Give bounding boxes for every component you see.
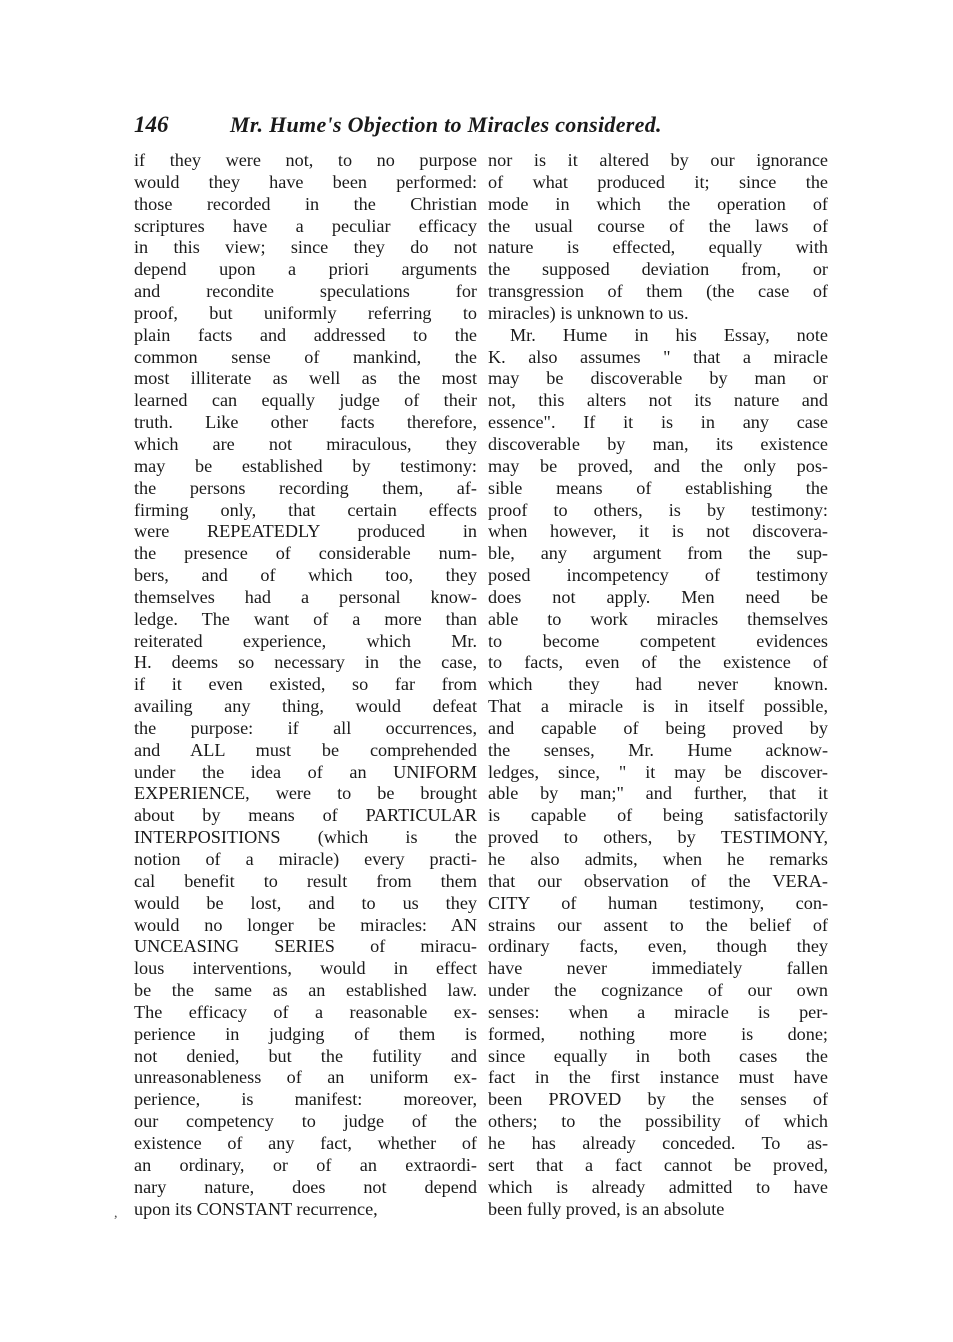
text-line: truth. Like other facts therefore, [134, 412, 477, 433]
text-line: be the same as an established law. [134, 980, 477, 1001]
text-line: which they had never known. [488, 674, 828, 695]
text-line: essence". If it is in any case [488, 412, 828, 433]
text-line: were REPEATEDLY produced in [134, 521, 477, 542]
text-line: others; to the possibility of which [488, 1111, 828, 1132]
text-line: learned can equally judge of their [134, 390, 477, 411]
text-line: able to work miracles themselves [488, 608, 828, 629]
text-line: sert that a fact cannot be proved, [488, 1154, 828, 1175]
left-text-column [134, 150, 477, 1220]
margin-mark: , [114, 1206, 118, 1221]
text-line: which are not miraculous, they [134, 433, 477, 454]
text-line: transgression of them (the case of [488, 281, 828, 302]
text-line: That a miracle is in itself possible, [488, 696, 828, 717]
text-line: he also admits, when he remarks [488, 849, 828, 869]
text-line: depend upon a priori arguments [134, 259, 477, 280]
text-line: is capable of being satisfactorily [488, 805, 828, 826]
text-line: mode in which the operation of [488, 193, 828, 214]
text-line: K. also assumes " that a miracle [488, 346, 828, 367]
text-line: able by man;" and further, that it [488, 783, 828, 804]
text-line: may be proved, and the only pos- [488, 455, 828, 476]
text-line: EXPERIENCE, were to be brought [134, 783, 477, 804]
text-line: would they have been performed: [134, 171, 477, 192]
text-line: would no longer be miracles: AN [134, 914, 477, 935]
text-line: sible means of establishing the [488, 477, 828, 498]
text-line: about by means of PARTICULAR [134, 805, 477, 826]
text-line: common sense of mankind, the [134, 346, 477, 367]
text-line: proof, but uniformly referring to [134, 302, 477, 323]
text-line: firming only, that certain effects [134, 499, 477, 520]
text-line: not, this alters not its nature and [488, 390, 828, 411]
text-line: senses: when a miracle is per- [488, 1001, 828, 1022]
text-line: an ordinary, or of an extraordi- [134, 1154, 477, 1175]
page-header [134, 112, 834, 142]
text-line: to facts, even of the existence of [488, 652, 828, 673]
text-line: INTERPOSITIONS (which is the [134, 827, 477, 848]
text-line: been fully proved, is an absolute [488, 1198, 725, 1219]
text-line: our competency to judge of the [134, 1111, 477, 1132]
text-line: ledges, since, " it may be discover- [488, 761, 828, 782]
text-line: discoverable by man, its existence [488, 433, 828, 454]
text-line: The efficacy of a reasonable ex- [134, 1001, 477, 1022]
text-line: most illiterate as well as the most [134, 368, 477, 389]
text-line: reiterated experience, which Mr. [134, 630, 477, 651]
text-line: availing any thing, would defeat [134, 696, 477, 717]
text-line: CITY of human testimony, con- [488, 892, 828, 913]
text-line: would be lost, and to us they [134, 892, 477, 913]
text-line: perience, is manifest: moreover, [134, 1089, 477, 1110]
text-line: under the cognizance of our own [488, 980, 828, 1001]
text-line: nary nature, does not depend [134, 1176, 477, 1197]
text-line: ble, any argument from the sup- [488, 543, 828, 564]
text-line: and recondite speculations for [134, 281, 477, 302]
text-line: he has already conceded. To as- [488, 1132, 828, 1153]
text-line: to become competent evidences [488, 630, 828, 651]
text-line: when however, it is not discovera- [488, 521, 828, 542]
right-text-column [488, 150, 828, 1220]
text-line: strains our assent to the belief of [488, 914, 828, 935]
text-line: existence of any fact, whether of [134, 1132, 477, 1153]
text-line: perience in judging of them is [134, 1023, 477, 1044]
text-line: posed incompetency of testimony [488, 565, 828, 586]
text-line: ordinary facts, even, though they [488, 936, 828, 957]
text-line: been PROVED by the senses of [488, 1089, 828, 1110]
page-number: 146 [134, 112, 169, 137]
text-line: those recorded in the Christian [134, 193, 477, 214]
text-line: of what produced it; since the [488, 171, 828, 192]
text-line: and ALL must be comprehended [134, 739, 477, 760]
text-line: the persons recording them, af- [134, 477, 477, 498]
text-line: and capable of being proved by [488, 717, 828, 738]
text-line: the presence of considerable num- [134, 543, 477, 564]
text-line: proved to others, by TESTIMONY, [488, 827, 828, 848]
text-line: unreasonableness of an uniform ex- [134, 1067, 477, 1088]
text-line: may be established by testimony: [134, 455, 477, 476]
text-line: nor is it altered by our ignorance [488, 150, 828, 170]
text-line: cal benefit to result from them [134, 870, 477, 891]
text-line: since equally in both cases the [488, 1045, 828, 1066]
text-line: which is already admitted to have [488, 1176, 828, 1197]
text-line: does not apply. Men need be [488, 586, 828, 607]
text-line: that our observation of the VERA- [488, 870, 828, 891]
text-line: under the idea of an UNIFORM [134, 761, 477, 782]
text-line: ledge. The want of a more than [134, 608, 477, 629]
text-line: proof to others, is by testimony: [488, 499, 828, 520]
text-line: Mr. Hume in his Essay, note [510, 324, 828, 345]
text-line: notion of a miracle) every practi- [134, 849, 477, 869]
text-line: miracles) is unknown to us. [488, 302, 689, 323]
text-line: upon its CONSTANT recurrence, [134, 1198, 378, 1219]
text-line: lous interventions, would in effect [134, 958, 477, 979]
text-line: the usual course of the laws of [488, 215, 828, 236]
text-line: formed, nothing more is done; [488, 1023, 828, 1044]
text-line: themselves had a personal know- [134, 586, 477, 607]
text-line: H. deems so necessary in the case, [134, 652, 477, 673]
text-line: scriptures have a peculiar efficacy [134, 215, 477, 236]
text-line: in this view; since they do not [134, 237, 477, 258]
text-line: fact in the first instance must have [488, 1067, 828, 1088]
text-line: may be discoverable by man or [488, 368, 828, 389]
text-line: the purpose: if all occurrences, [134, 717, 477, 738]
running-title: Mr. Hume's Objection to Miracles considered. [230, 112, 662, 137]
text-line: the supposed deviation from, or [488, 259, 828, 280]
text-line: not denied, but the futility and [134, 1045, 477, 1066]
text-line: plain facts and addressed to the [134, 324, 477, 345]
text-line: bers, and of which too, they [134, 565, 477, 586]
text-line: have never immediately fallen [488, 958, 828, 979]
text-line: the senses, Mr. Hume acknow- [488, 739, 828, 760]
text-line: if they were not, to no purpose [134, 150, 477, 170]
text-line: if it even existed, so far from [134, 674, 477, 695]
text-line: UNCEASING SERIES of miracu- [134, 936, 477, 957]
text-line: nature is effected, equally with [488, 237, 828, 258]
